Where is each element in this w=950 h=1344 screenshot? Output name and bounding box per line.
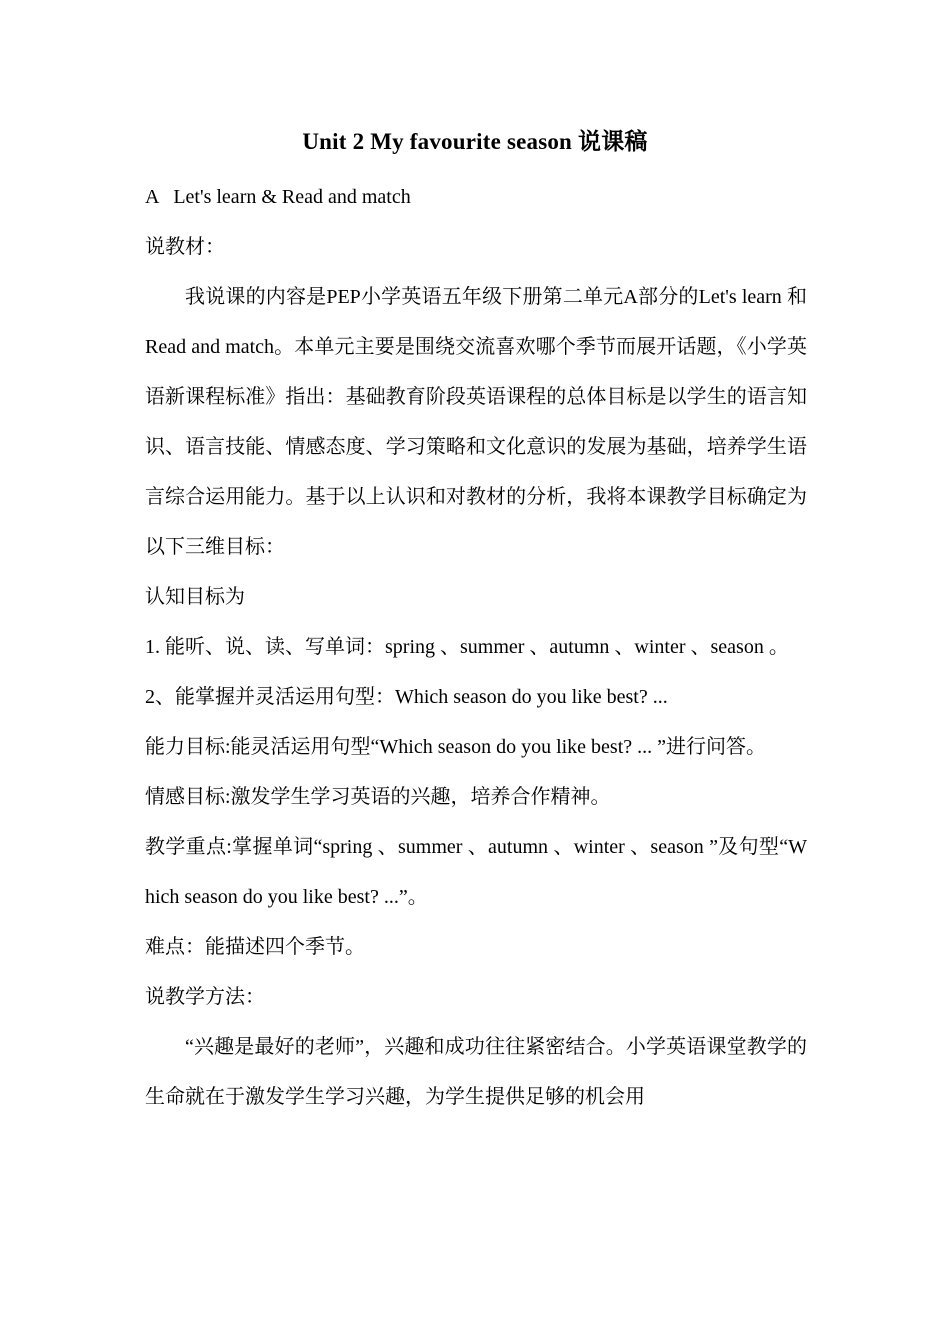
emotion-goal: 情感目标:激发学生学习英语的兴趣，培养合作精神。 (145, 786, 611, 808)
cognitive-goal-label: 认知目标为 (145, 586, 245, 608)
document-title: Unit 2 My favourite season 说课稿 (302, 129, 648, 154)
ability-goal: 能力目标:能灵活运用句型“Which season do you like best? ... ”进行问答。 (145, 736, 767, 758)
key-point: 教学重点:掌握单词“spring 、summer 、autumn 、winter 、season ”及句型“Which season do you like best? ...”。 (145, 836, 807, 908)
section-heading-method: 说教学方法： (145, 986, 265, 1008)
section-heading-material: 说教材： (145, 236, 225, 258)
lesson-subtitle: A Let's learn & Read and match (145, 186, 411, 208)
difficulty: 难点：能描述四个季节。 (145, 936, 365, 958)
intro-paragraph: 我说课的内容是PEP小学英语五年级下册第二单元A部分的Let's learn 和 Read and match。本单元主要是围绕交流喜欢哪个季节而展开话题，《小学英语新课程标准》指出：基础教育阶段英语课程的总体目标是以学生的语言知识、语言技能、情感态度、学习策略和文化意识的发展为基础，培养学生语言综合运用能力。基于以上认识和对教材的分析，我将本课教学目标确定为以下三维目标： (145, 286, 807, 558)
document-body (145, 172, 807, 1122)
goal-item-1: 1. 能听、说、读、写单词：spring 、summer 、autumn 、winter 、season 。 (145, 636, 789, 658)
goal-item-2: 2、能掌握并灵活运用句型：Which season do you like best? ... (145, 686, 668, 708)
method-paragraph: “兴趣是最好的老师”，兴趣和成功往往紧密结合。小学英语课堂教学的生命就在于激发学生学习兴趣，为学生提供足够的机会用 (145, 1036, 807, 1108)
